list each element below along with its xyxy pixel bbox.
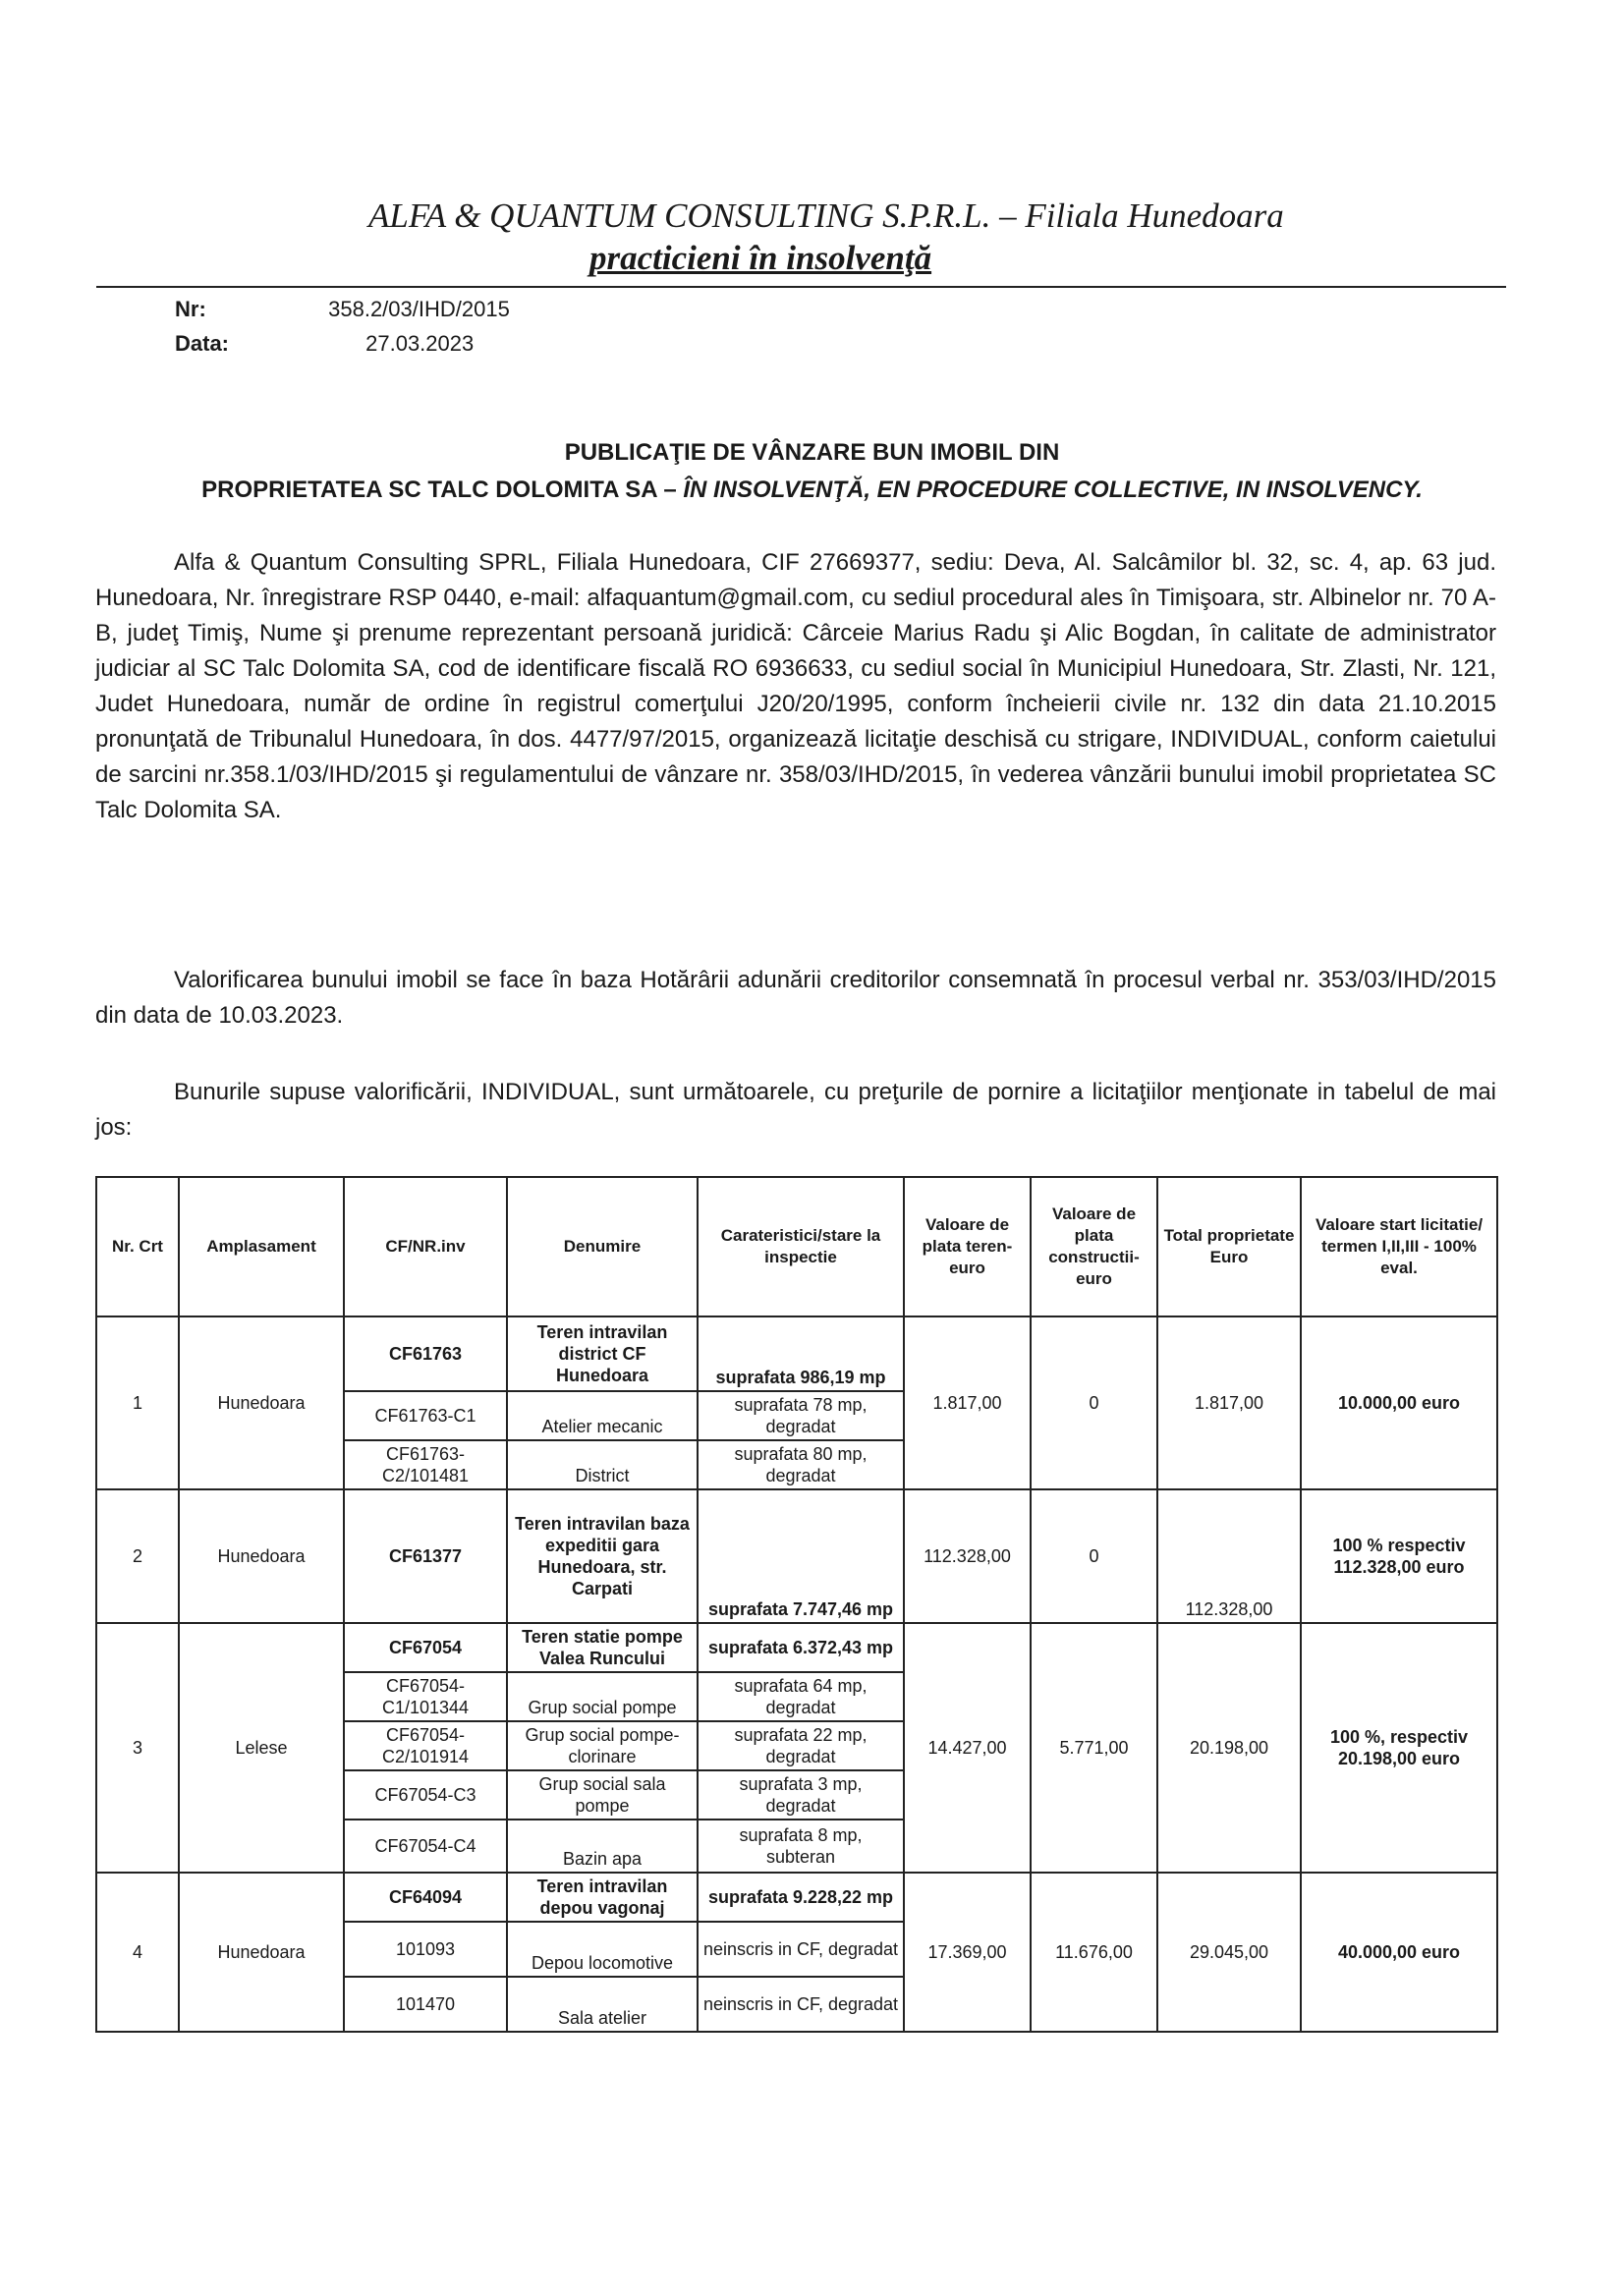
doc-date	[175, 331, 474, 357]
cell-amplasament: Hunedoara	[179, 1489, 344, 1623]
intro-paragraph: Alfa & Quantum Consulting SPRL, Filiala Hunedoara, CIF 27669377, sediu: Deva, Al. Salcâmilor bl. 32, sc. 4, ap. 63 jud. Hunedoara, Nr. înregistrare RSP 0440, e-mail: alfaquantum@gmail.com, cu sediul procedural ales în Timişoara, str. Albinelor nr. 70 A-B, judeţ Timiş, Nume şi prenume reprezentant persoană juridică: Cârceie Marius Radu şi Alic Bogdan, în calitate de administrator judiciar al SC Talc Dolomita SA, cod de identificare fiscală RO 6936633, cu sediul social în Municipiul Hunedoara, Str. Zlasti, Nr. 121, Judet Hunedoara, număr de ordine în registrul comerţului J20/20/1995, conform încheierii civile nr. 132 din data 21.10.2015 pronunţată de Tribunalul Hunedoara, în dos. 4477/97/2015, organizează licitaţie deschisă cu strigare, INDIVIDUAL, conform caietului de sarcini nr.358.1/03/IHD/2015 şi regulamentului de vânzare nr. 358/03/IHD/2015, în vederea vânzării bunului imobil proprietatea SC Talc Dolomita SA.	[95, 549, 1496, 823]
col-header-total: Total proprietate Euro	[1157, 1177, 1301, 1316]
doc-number	[175, 297, 510, 322]
cell-cf: CF67054	[344, 1623, 507, 1672]
cell-denumire: Atelier mecanic	[507, 1391, 698, 1440]
doc-number-value: 358.2/03/IHD/2015	[328, 297, 510, 321]
table-header-row	[96, 1177, 1497, 1316]
cell-caracteristici: neinscris in CF, degradat	[698, 1922, 904, 1977]
col-header-nr: Nr. Crt	[96, 1177, 179, 1316]
cell-teren: 14.427,00	[904, 1623, 1031, 1873]
cell-caracteristici: suprafata 7.747,46 mp	[698, 1489, 904, 1623]
cell-constructii: 0	[1031, 1489, 1157, 1623]
valuation-paragraph: Valorificarea bunului imobil se face în baza Hotărârii adunării creditorilor consemnată în procesul verbal nr. 353/03/IHD/2015 din data de 10.03.2023.	[95, 967, 1496, 1029]
cell-start: 100 % respectiv 112.328,00 euro	[1301, 1489, 1497, 1623]
publication-title-line1: PUBLICAŢIE DE VÂNZARE BUN IMOBIL DIN	[564, 439, 1060, 466]
table-row	[96, 1873, 1497, 1922]
cell-caracteristici: suprafata 3 mp, degradat	[698, 1770, 904, 1820]
cell-total: 29.045,00	[1157, 1873, 1301, 2032]
col-header-teren: Valoare de plata teren-euro	[904, 1177, 1031, 1316]
cell-cf: 101470	[344, 1977, 507, 2032]
assets-paragraph: Bunurile supuse valorificării, INDIVIDUAL, sunt următoarele, cu preţurile de pornire a licitaţiilor menţionate in tabelul de mai jos:	[95, 1079, 1496, 1141]
cell-denumire: Depou locomotive	[507, 1922, 698, 1977]
cell-cf: CF67054-C1/101344	[344, 1672, 507, 1721]
cell-constructii: 5.771,00	[1031, 1623, 1157, 1873]
cell-amplasament: Hunedoara	[179, 1316, 344, 1489]
cell-denumire: Bazin apa	[507, 1820, 698, 1873]
cell-cf: CF64094	[344, 1873, 507, 1922]
cell-caracteristici: suprafata 80 mp, degradat	[698, 1440, 904, 1489]
firm-name: ALFA & QUANTUM CONSULTING S.P.R.L. – Filiala Hunedoara	[368, 196, 1284, 235]
cell-teren: 112.328,00	[904, 1489, 1031, 1623]
firm-subtitle: practicieni în insolvenţă	[589, 239, 932, 277]
cell-amplasament: Lelese	[179, 1623, 344, 1873]
cell-denumire: Grup social pompe-clorinare	[507, 1721, 698, 1770]
cell-start: 40.000,00 euro	[1301, 1873, 1497, 2032]
cell-denumire: Sala atelier	[507, 1977, 698, 2032]
cell-cf: CF61377	[344, 1489, 507, 1623]
cell-denumire: District	[507, 1440, 698, 1489]
table-row	[96, 1316, 1497, 1391]
col-header-amplasament: Amplasament	[179, 1177, 344, 1316]
cell-cf: CF67054-C4	[344, 1820, 507, 1873]
table-row	[96, 1489, 1497, 1623]
publication-title-line2	[79, 476, 1545, 504]
cell-start: 10.000,00 euro	[1301, 1316, 1497, 1489]
cell-caracteristici: suprafata 78 mp, degradat	[698, 1391, 904, 1440]
cell-nr: 3	[96, 1623, 179, 1873]
cell-denumire: Teren intravilan district CF Hunedoara	[507, 1316, 698, 1391]
cell-amplasament: Hunedoara	[179, 1873, 344, 2032]
cell-caracteristici: neinscris in CF, degradat	[698, 1977, 904, 2032]
cell-teren: 17.369,00	[904, 1873, 1031, 2032]
publication-title-status: ÎN INSOLVENŢĂ, EN PROCEDURE COLLECTIVE, IN INSOLVENCY.	[683, 476, 1423, 503]
cell-cf: CF67054-C3	[344, 1770, 507, 1820]
doc-date-value: 27.03.2023	[365, 331, 475, 356]
doc-date-label: Data:	[175, 331, 230, 356]
cell-caracteristici: suprafata 64 mp, degradat	[698, 1672, 904, 1721]
cell-constructii: 11.676,00	[1031, 1873, 1157, 2032]
cell-caracteristici: suprafata 6.372,43 mp	[698, 1623, 904, 1672]
cell-cf: CF61763-C1	[344, 1391, 507, 1440]
col-header-constructii: Valoare de plata constructii-euro	[1031, 1177, 1157, 1316]
cell-total: 1.817,00	[1157, 1316, 1301, 1489]
cell-start: 100 %, respectiv 20.198,00 euro	[1301, 1623, 1497, 1873]
cell-caracteristici: suprafata 986,19 mp	[698, 1316, 904, 1391]
assets-table	[95, 1176, 1498, 2033]
cell-caracteristici: suprafata 9.228,22 mp	[698, 1873, 904, 1922]
cell-denumire: Grup social sala pompe	[507, 1770, 698, 1820]
cell-total: 112.328,00	[1157, 1489, 1301, 1623]
cell-cf: CF67054-C2/101914	[344, 1721, 507, 1770]
cell-cf: CF61763-C2/101481	[344, 1440, 507, 1489]
col-header-caracteristici: Carateristici/stare la inspectie	[698, 1177, 904, 1316]
cell-caracteristici: suprafata 22 mp, degradat	[698, 1721, 904, 1770]
table-row	[96, 1623, 1497, 1672]
cell-nr: 4	[96, 1873, 179, 2032]
col-header-start: Valoare start licitatie/ termen I,II,III - 100% eval.	[1301, 1177, 1497, 1316]
cell-teren: 1.817,00	[904, 1316, 1031, 1489]
cell-denumire: Teren statie pompe Valea Runcului	[507, 1623, 698, 1672]
publication-title-company: PROPRIETATEA SC TALC DOLOMITA SA –	[201, 476, 684, 503]
doc-number-label: Nr:	[175, 297, 206, 321]
col-header-cf: CF/NR.inv	[344, 1177, 507, 1316]
cell-denumire: Teren intravilan depou vagonaj	[507, 1873, 698, 1922]
cell-total: 20.198,00	[1157, 1623, 1301, 1873]
cell-constructii: 0	[1031, 1316, 1157, 1489]
cell-nr: 2	[96, 1489, 179, 1623]
header-divider	[96, 286, 1506, 288]
cell-caracteristici: suprafata 8 mp, subteran	[698, 1820, 904, 1873]
cell-denumire: Grup social pompe	[507, 1672, 698, 1721]
col-header-denumire: Denumire	[507, 1177, 698, 1316]
cell-cf: 101093	[344, 1922, 507, 1977]
cell-denumire: Teren intravilan baza expeditii gara Hunedoara, str. Carpati	[507, 1489, 698, 1623]
cell-cf: CF61763	[344, 1316, 507, 1391]
cell-nr: 1	[96, 1316, 179, 1489]
